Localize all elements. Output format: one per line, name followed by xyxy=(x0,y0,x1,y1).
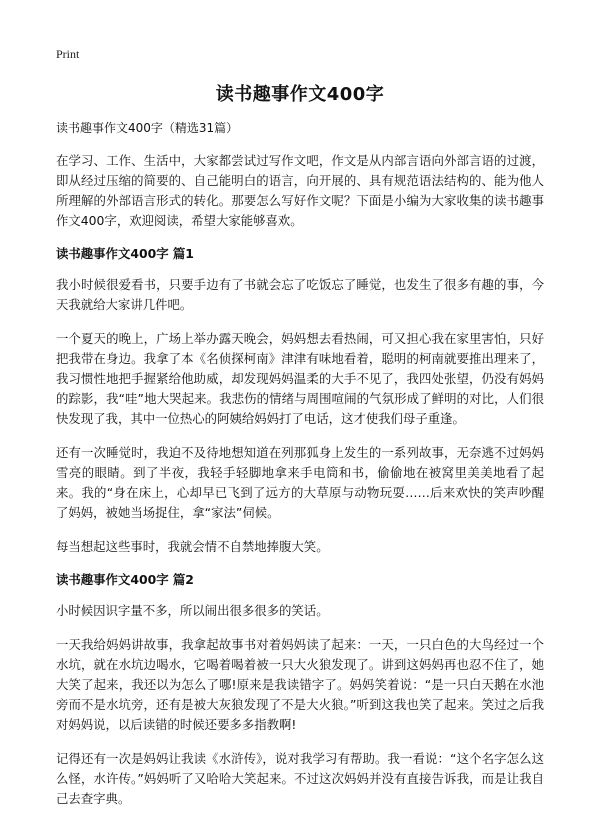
paragraph: 一个夏天的晚上，广场上举办露天晚会，妈妈想去看热闹，可又担心我在家里害怕，只好把我带在身边。我拿了本《名侦探柯南》津津有味地看着，聪明的柯南就要推出理来了，我习惯性地把手握紧给他助威，却发现妈妈温柔的大手不见了，我四处张望，仍没有妈妈的踪影，我“哇”地大哭起来。我悲伤的情绪与周围喧闹的气氛形成了鲜明的对比，人们很快发现了我，其中一位热心的阿姨给妈妈打了电话，这才使我们母子重逢。 xyxy=(56,331,544,426)
section-1 xyxy=(56,245,544,557)
paragraph: 我小时候很爱看书，只要手边有了书就会忘了吃饭忘了睡觉，也发生了很多有趣的事，今天我就给大家讲几件吧。 xyxy=(56,277,544,312)
article-body xyxy=(56,120,544,823)
paragraph: 记得还有一次是妈妈让我读《水浒传》，说对我学习有帮助。我一看说：“这个名字怎么这么怪，水许传。”妈妈听了又哈哈大笑起来。不过这次妈妈并没有直接告诉我，而是让我自己去查字典。 xyxy=(56,751,544,806)
intro-paragraph: 在学习、工作、生活中，大家都尝试过写作文吧，作文是从内部言语向外部言语的过渡，即从经过压缩的简要的、自己能明白的语言，向开展的、具有规范语法结构的、能为他人所理解的外部语言形式的转化。那要怎么写好作文呢？下面是小编为大家收集的读书趣事作文400字，欢迎阅读，希望大家能够喜欢。 xyxy=(56,153,544,228)
paragraph: 每当想起这些事时，我就会情不自禁地捧腹大笑。 xyxy=(56,539,329,554)
section-heading: 读书趣事作文400字 篇2 xyxy=(56,572,194,587)
paragraph: 一天我给妈妈讲故事，我拿起故事书对着妈妈读了起来：一天，一只白色的大鸟经过一个水坑，就在水坑边喝水，它喝着喝着被一只大火狼发现了。讲到这妈妈再也忍不住了，她大笑了起来，我还以为怎么了哪!原来是我读错字了。妈妈笑着说：“是一只白天鹅在水池旁而不是水坑旁，还有是被大灰狼发现了不是大火狼。”听到这我也笑了起来。笑过之后我对妈妈说，以后读错的时候还要多多指教啊! xyxy=(56,637,544,732)
paragraph: 小时候因识字量不多，所以闹出很多很多的笑话。 xyxy=(56,603,329,618)
section-2 xyxy=(56,571,544,809)
paragraph: 还有一次睡觉时，我迫不及待地想知道在列那狐身上发生的一系列故事，无奈逃不过妈妈雪亮的眼睛。到了半夜，我轻手轻脚地拿来手电筒和书，偷偷地在被窝里美美地看了起来。我的“身在床上，心却早已飞到了远方的大草原与动物玩耍……后来欢快的笑声吵醒了妈妈，被她当场捉住，拿“家法”伺候。 xyxy=(56,445,544,520)
page-title: 读书趣事作文400字 xyxy=(215,84,385,105)
article-subtitle: 读书趣事作文400字（精选31篇） xyxy=(56,121,239,135)
print-label: Print xyxy=(56,47,80,61)
section-heading: 读书趣事作文400字 篇1 xyxy=(56,246,194,261)
